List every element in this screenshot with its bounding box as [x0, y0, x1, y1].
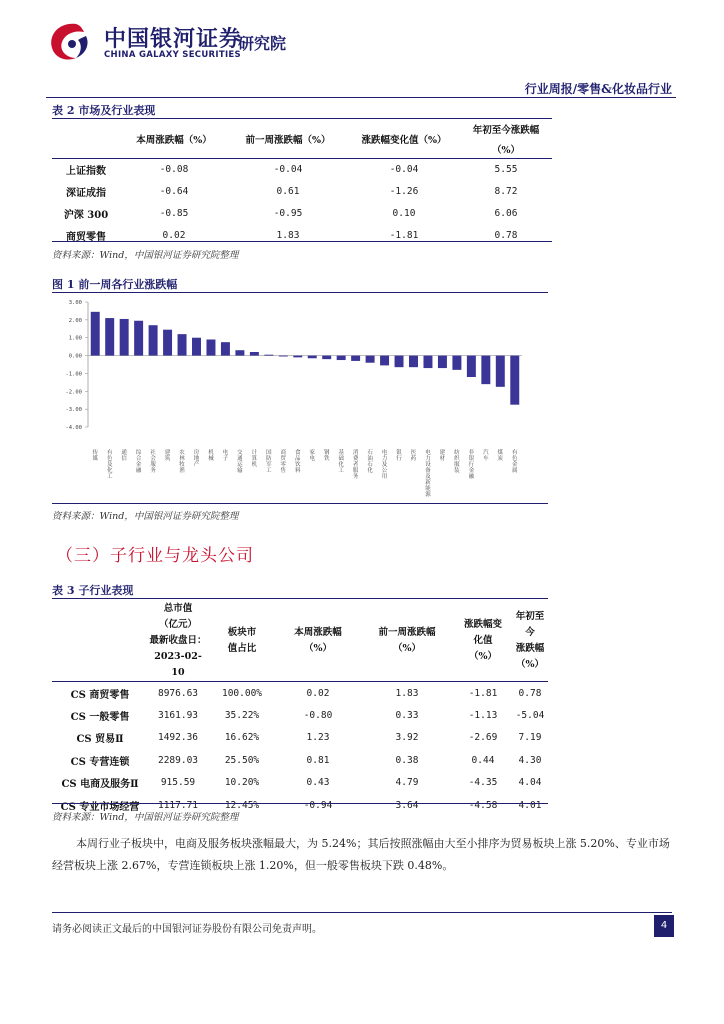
x-tick-label: 通信: [121, 450, 127, 462]
bar: [279, 356, 288, 357]
y-tick-label: 0.00: [68, 353, 82, 360]
table-row: 上证指数 -0.08 -0.04 -0.04 5.55: [66, 164, 518, 177]
bar: [438, 356, 447, 368]
x-tick-label: 纺织服装: [454, 450, 460, 474]
report-type: 行业周报/零售&化妆品行业: [524, 82, 672, 96]
figure1-caption: 图 1 前一周各行业涨跌幅: [52, 278, 178, 291]
brand-name-cn: 中国银河证券: [104, 27, 243, 52]
bar: [221, 342, 230, 355]
x-tick-label: 机械: [208, 450, 214, 462]
col-week: 本周涨跌幅 （%）: [294, 627, 342, 654]
body-paragraph: 本周行业子板块中，电商及服务板块涨幅最大，为 5.24%；其后按照涨幅由大至小排序为贸易板块上涨 5.20%、专业市场经营板块上涨 2.67%，专营连锁板块上涨 1.20%，但一般零售板块下跌 0.48%。: [52, 837, 670, 872]
bar: [337, 356, 346, 360]
x-tick-label: 电力设备及新能源: [425, 450, 431, 498]
bar: [322, 356, 331, 360]
market-performance-table: [52, 120, 552, 247]
industry-change-bar-chart: [52, 294, 548, 502]
bar: [481, 356, 490, 385]
x-tick-label: 有色金属: [512, 450, 518, 474]
x-tick-label: 银行: [396, 450, 402, 462]
x-tick-label: 综合金融: [135, 450, 142, 474]
x-tick-label: 计算机: [251, 450, 258, 468]
bar: [192, 338, 201, 356]
x-tick-label: 农林牧渔: [179, 450, 185, 474]
footer-rule: [52, 912, 672, 913]
bar: [395, 356, 404, 368]
section-title: （三）子行业与龙头公司: [56, 546, 254, 566]
table-row: CS 专营连锁 2289.03 25.50% 0.81 0.38 0.44 4.30: [70, 754, 542, 768]
x-tick-label: 房地产: [193, 450, 200, 468]
y-tick-label: -4.00: [65, 425, 82, 431]
table3-source: 资料来源：Wind，中国银河证券研究院整理: [52, 812, 239, 823]
col-change: 涨跌幅变化值（%）: [361, 134, 447, 146]
bar: [467, 356, 476, 377]
table-row: 沪深 300 -0.85 -0.95 0.10 6.06: [63, 208, 518, 221]
bar: [510, 356, 519, 405]
table-row: CS 专业市场经营 1117.71 12.45% -0.94 3.64 -4.58 4.01: [60, 799, 542, 813]
x-tick-label: 国防军工: [266, 450, 272, 474]
x-tick-label: 钢铁: [323, 450, 330, 462]
col-prev-week: 前一周涨跌幅 （%）: [378, 627, 436, 654]
bar: [496, 356, 505, 387]
bar: [235, 350, 244, 355]
col-week: 本周涨跌幅（%）: [136, 134, 212, 146]
page-number: 4: [654, 915, 674, 937]
table2-top-rule: [52, 118, 552, 119]
x-tick-label: 电子: [222, 450, 229, 462]
x-tick-label: 汽车: [483, 450, 489, 462]
table3-header-row: [52, 601, 548, 682]
bar: [206, 340, 215, 356]
x-tick-label: 家电: [309, 450, 315, 462]
col-weight: 板块市 值占比: [227, 627, 257, 654]
table3-top-rule: [52, 598, 548, 599]
y-tick-label: -3.00: [65, 407, 82, 414]
bar: [452, 356, 461, 370]
bar: [120, 319, 129, 356]
y-tick-label: 3.00: [68, 300, 82, 306]
sub-industry-table: [52, 601, 548, 816]
x-tick-label: 基础化工: [338, 450, 344, 474]
table-row: 商贸零售 0.02 1.83 -1.81 0.78: [66, 230, 518, 243]
table2-bottom-rule: [52, 241, 552, 242]
header-rule: [46, 97, 676, 98]
col-change: 涨跌幅变 化值 （%）: [463, 619, 502, 662]
x-tick-label: 消费者服务: [352, 450, 359, 480]
x-tick-label: 建材: [439, 450, 446, 462]
table-row: CS 贸易Ⅱ 1492.36 16.62% 1.23 3.92 -2.69 7.19: [76, 732, 542, 746]
y-tick-label: -2.00: [65, 389, 82, 396]
col-prev-week: 前一周涨跌幅（%）: [245, 134, 331, 146]
figure1-bottom-rule: [52, 503, 548, 504]
bar: [149, 325, 158, 355]
x-tick-label: 建筑: [164, 450, 171, 462]
bar: [308, 356, 317, 359]
x-tick-label: 非银行金融: [468, 450, 475, 480]
x-tick-label: 医药: [410, 450, 417, 462]
y-tick-label: 1.00: [68, 335, 82, 342]
table-row: CS 商贸零售 8976.63 100.00% 0.02 1.83 -1.81 0.78: [70, 687, 542, 701]
brand-name-en: CHINA GALAXY SECURITIES: [104, 50, 241, 60]
y-tick-label: 2.00: [68, 317, 82, 324]
table2-header-row: [52, 120, 552, 158]
footer-disclaimer: 请务必阅读正文最后的中国银河证券股份有限公司免责声明。: [52, 924, 322, 935]
col-mktcap: 总市值 （亿元） 最新收盘日： 2023-02-10: [149, 603, 207, 678]
x-tick-label: 石油石化: [367, 450, 373, 474]
table-row: CS 电商及服务Ⅱ 915.59 10.20% 0.43 4.79 -4.35 4.04: [61, 777, 542, 791]
bar: [163, 330, 172, 356]
x-tick-label: 食品饮料: [295, 450, 301, 474]
bar: [366, 356, 375, 363]
table-row: CS 一般零售 3161.93 35.22% -0.80 0.33 -1.13 -5.04: [70, 710, 545, 724]
table3-bottom-rule: [52, 803, 548, 804]
bar: [423, 356, 432, 368]
bar: [409, 356, 418, 368]
x-tick-label: 社会服务: [150, 450, 156, 474]
figure1-top-rule: [52, 292, 548, 293]
figure1-source: 资料来源：Wind，中国银河证券研究院整理: [52, 511, 239, 522]
bar: [91, 312, 100, 356]
table2-caption: 表 2 市场及行业表现: [52, 104, 156, 117]
x-tick-label: 煤炭: [497, 450, 504, 462]
table-row: 深证成指 -0.64 0.61 -1.26 8.72: [66, 186, 518, 199]
bar: [250, 352, 259, 356]
x-tick-label: 有色及化工: [106, 450, 113, 480]
bar: [105, 318, 114, 355]
y-tick-label: -1.00: [65, 371, 82, 378]
bar: [178, 334, 187, 355]
bar: [351, 356, 360, 361]
table2-source: 资料来源：Wind，中国银河证券研究院整理: [52, 250, 239, 261]
bar: [134, 321, 143, 356]
x-tick-label: 传媒: [92, 450, 98, 462]
bar: [293, 356, 302, 358]
bar: [380, 356, 389, 366]
col-ytd: 年初至今涨跌幅 （%）: [472, 124, 540, 156]
table3-caption: 表 3 子行业表现: [52, 584, 134, 597]
col-ytd: 年初至今 涨跌幅 （%）: [515, 611, 545, 670]
x-tick-label: 商贸零售: [280, 450, 287, 474]
institute-label: 研究院: [238, 34, 287, 53]
x-tick-label: 交通运输: [237, 450, 243, 474]
x-tick-label: 电力及公用: [381, 450, 388, 480]
bar: [264, 355, 273, 356]
galaxy-logo-icon: [46, 20, 94, 64]
